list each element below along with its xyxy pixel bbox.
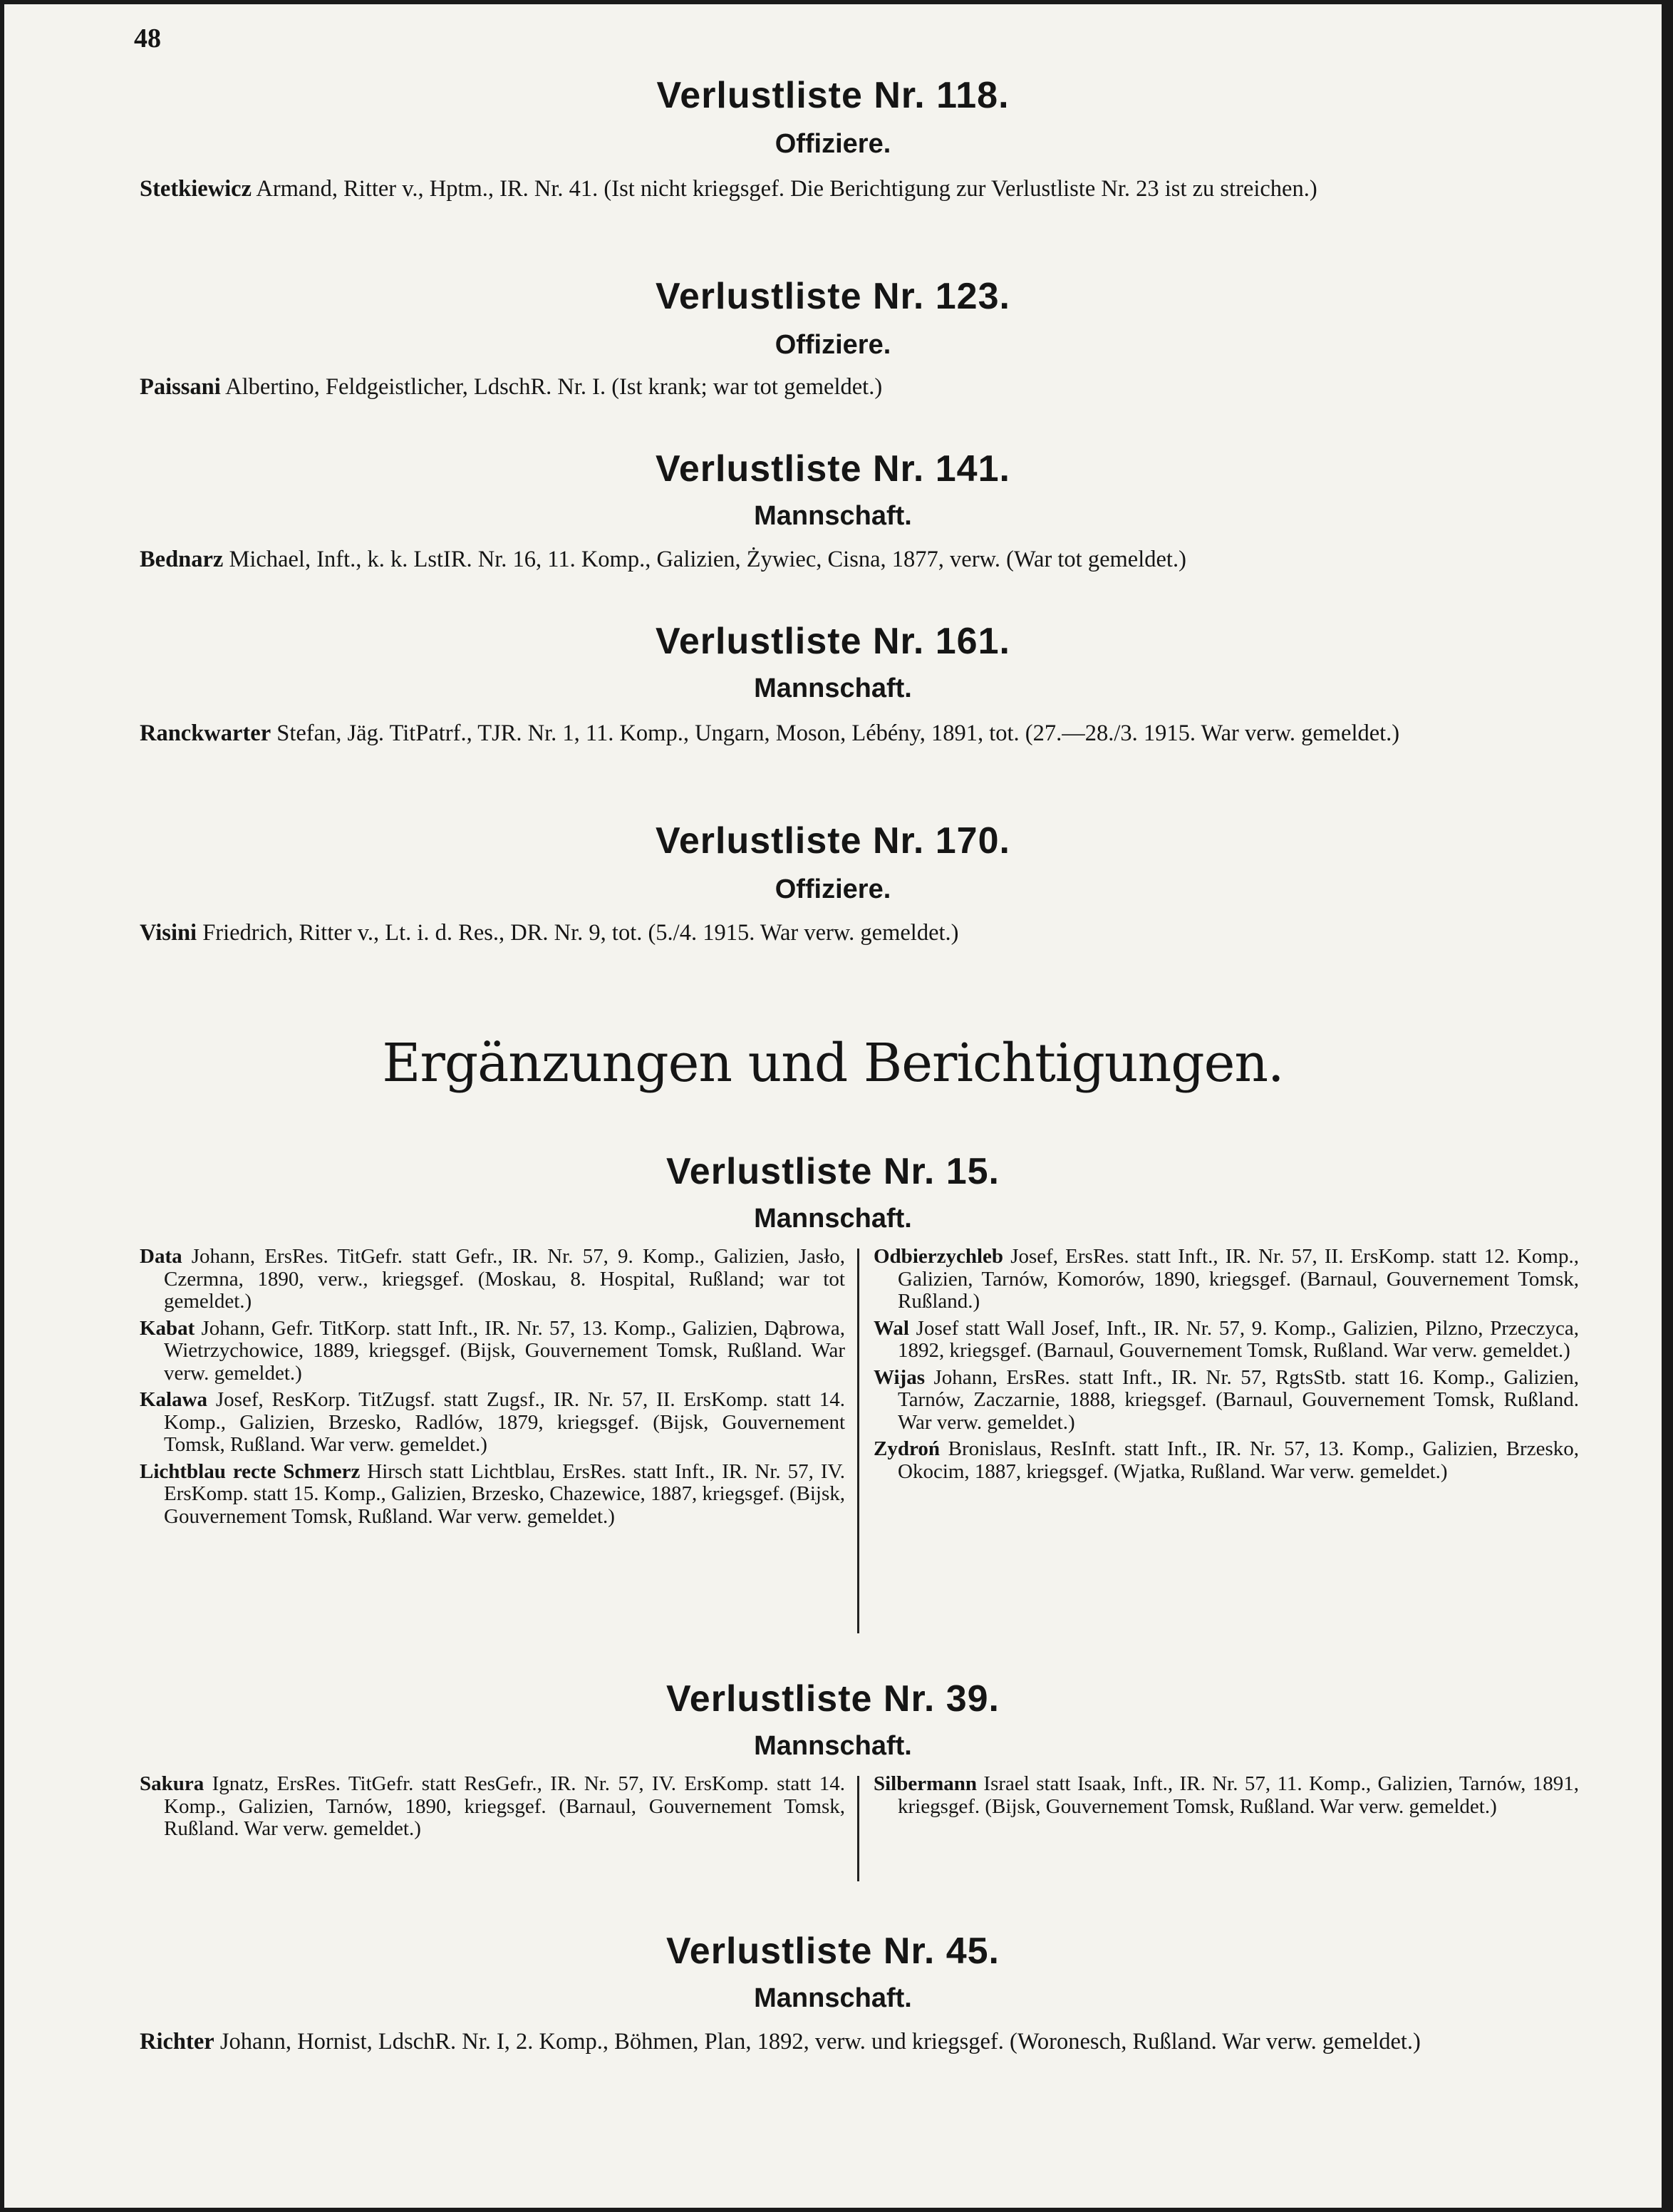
casualty-entry	[140, 1773, 845, 1841]
casualty-entry	[140, 372, 1593, 402]
section-title: Verlustliste Nr. 123.	[656, 276, 1010, 317]
section-subtitle: Mannschaft.	[754, 1731, 912, 1761]
section-title: Verlustliste Nr. 141.	[656, 448, 1010, 490]
right-column	[874, 1246, 1579, 1487]
entry-text: Albertino, Feldgeistlicher, LdschR. Nr. I. (Ist krank; war tot gemeldet.)	[220, 374, 883, 400]
entry-text: Michael, Inft., k. k. LstIR. Nr. 16, 11. Komp., Galizien, Żywiec, Cisna, 1877, verw. (War tot gemeldet.)	[223, 547, 1186, 572]
casualty-entry	[874, 1773, 1579, 1818]
entry-text: Johann, Gefr. TitKorp. statt Inft., IR. Nr. 57, 13. Komp., Galizien, Dąbrowa, Wietrzychowice, 1889, kriegsgef. (Bijsk, Gouvernement Tomsk, Rußland. War verw. gemeldet.)	[164, 1316, 845, 1385]
section-title: Verlustliste Nr. 118.	[656, 75, 1010, 116]
entry-text: Israel statt Isaak, Inft., IR. Nr. 57, 11. Komp., Galizien, Tarnów, 1891, kriegsgef. (Bijsk, Gouvernement Tomsk, Rußland. War verw. gemeldet.)	[898, 1772, 1579, 1818]
casualty-entry	[140, 174, 1593, 204]
casualty-entry	[140, 1461, 845, 1529]
casualty-entry	[140, 1389, 845, 1457]
section-subtitle: Offiziere.	[775, 874, 891, 904]
section-title: Verlustliste Nr. 15.	[665, 1151, 1000, 1192]
entry-text: Stefan, Jäg. TitPatrf., TJR. Nr. 1, 11. Komp., Ungarn, Moson, Lébény, 1891, tot. (27.—28./3. 1915. War verw. gemeldet.)	[271, 720, 1400, 746]
main-heading: Ergänzungen und Berichtigungen.	[382, 1033, 1284, 1094]
section-subtitle: Mannschaft.	[754, 1204, 912, 1234]
casualty-entry	[140, 2027, 1593, 2057]
casualty-entry	[140, 718, 1593, 748]
entry-name: Visini	[140, 920, 197, 946]
entry-name: Lichtblau recte Schmerz	[140, 1459, 361, 1483]
section-subtitle: Offiziere.	[775, 330, 891, 360]
entry-name: Wal	[874, 1316, 909, 1340]
entry-text: Josef, ErsRes. statt Inft., IR. Nr. 57, II. ErsKomp. statt 12. Komp., Galizien, Tarnów, Komorów, 1890, kriegsgef. (Barnaul, Gouvernement Tomsk, Rußland.)	[898, 1245, 1579, 1313]
casualty-entry	[140, 544, 1593, 574]
entry-text: Johann, ErsRes. TitGefr. statt Gefr., IR. Nr. 57, 9. Komp., Galizien, Jasło, Czermna, 1890, verw., kriegsgef. (Moskau, 8. Hospital, Rußland; war tot gemeldet.)	[164, 1245, 845, 1313]
entry-name: Zydroń	[874, 1437, 940, 1460]
left-column	[140, 1773, 845, 1845]
entry-name: Kabat	[140, 1316, 195, 1340]
casualty-entry	[874, 1438, 1579, 1483]
entry-name: Richter	[140, 2029, 214, 2055]
entry-name: Ranckwarter	[140, 720, 271, 746]
casualty-entry	[874, 1318, 1579, 1363]
entry-text: Ignatz, ErsRes. TitGefr. statt ResGefr., IR. Nr. 57, IV. ErsKomp. statt 14. Komp., Galizien, Tarnów, 1890, kriegsgef. (Barnaul, Gouvernement Tomsk, Rußland. War verw. gemeldet.)	[164, 1772, 845, 1840]
document-page	[4, 4, 1662, 2208]
entry-name: Stetkiewicz	[140, 176, 252, 202]
entry-name: Bednarz	[140, 547, 224, 572]
entry-text: Friedrich, Ritter v., Lt. i. d. Res., DR. Nr. 9, tot. (5./4. 1915. War verw. gemeldet.)	[197, 920, 959, 946]
entry-name: Wijas	[874, 1365, 925, 1389]
entry-name: Odbierzychleb	[874, 1245, 1004, 1268]
entry-name: Paissani	[140, 374, 221, 400]
section-subtitle: Mannschaft.	[754, 501, 912, 531]
entry-text: Johann, ErsRes. statt Inft., IR. Nr. 57, RgtsStb. statt 16. Komp., Galizien, Tarnów, Zaczarnie, 1888, kriegsgef. (Barnaul, Gouvernement Tomsk, Rußland. War verw. gemeldet.)	[898, 1365, 1579, 1434]
entry-name: Silbermann	[874, 1772, 978, 1795]
right-column	[874, 1773, 1579, 1822]
casualty-entry	[874, 1367, 1579, 1435]
entry-name: Data	[140, 1245, 182, 1268]
section-title: Verlustliste Nr. 170.	[656, 820, 1010, 862]
section-title: Verlustliste Nr. 39.	[665, 1678, 1000, 1720]
casualty-entry	[140, 1318, 845, 1385]
entry-text: Josef, ResKorp. TitZugsf. statt Zugsf., IR. Nr. 57, II. ErsKomp. statt 14. Komp., Galizien, Brzesko, Radlów, 1879, kriegsgef. (Bijsk, Gouvernement Tomsk, Rußland. War verw. gemeldet.)	[164, 1388, 845, 1456]
entry-text: Johann, Hornist, LdschR. Nr. I, 2. Komp., Böhmen, Plan, 1892, verw. und kriegsgef. (Woronesch, Rußland. War verw. gemeldet.)	[214, 2029, 1421, 2055]
entry-name: Kalawa	[140, 1388, 208, 1411]
entry-text: Josef statt Wall Josef, Inft., IR. Nr. 57, 9. Komp., Galizien, Pilzno, Przeczyca, 1892, kriegsgef. (Barnaul, Gouvernement Tomsk, Rußland. War verw. gemeldet.)	[898, 1316, 1579, 1362]
section-title: Verlustliste Nr. 45.	[665, 1931, 1000, 1972]
section-title: Verlustliste Nr. 161.	[656, 621, 1010, 662]
section-subtitle: Mannschaft.	[754, 1983, 912, 2013]
page-number: 48	[134, 24, 161, 53]
entry-text: Armand, Ritter v., Hptm., IR. Nr. 41. (Ist nicht kriegsgef. Die Berichtigung zur Verlustliste Nr. 23 ist zu streichen.)	[252, 176, 1317, 202]
section-subtitle: Mannschaft.	[754, 673, 912, 703]
left-column	[140, 1246, 845, 1532]
casualty-entry	[874, 1246, 1579, 1313]
column-divider	[857, 1776, 859, 1881]
entry-text: Bronislaus, ResInft. statt Inft., IR. Nr. 57, 13. Komp., Galizien, Brzesko, Okocim, 1887, kriegsgef. (Wjatka, Rußland. War verw. gemeldet.)	[898, 1437, 1579, 1483]
casualty-entry	[140, 918, 1593, 948]
entry-text: Hirsch statt Lichtblau, ErsRes. statt Inft., IR. Nr. 57, IV. ErsKomp. statt 15. Komp., Galizien, Brzesko, Chazewice, 1887, kriegsgef. (Bijsk, Gouvernement Tomsk, Rußland. War verw. gemeldet.)	[164, 1459, 845, 1528]
column-divider	[857, 1249, 859, 1633]
casualty-entry	[140, 1246, 845, 1313]
entry-name: Sakura	[140, 1772, 204, 1795]
section-subtitle: Offiziere.	[775, 129, 891, 159]
